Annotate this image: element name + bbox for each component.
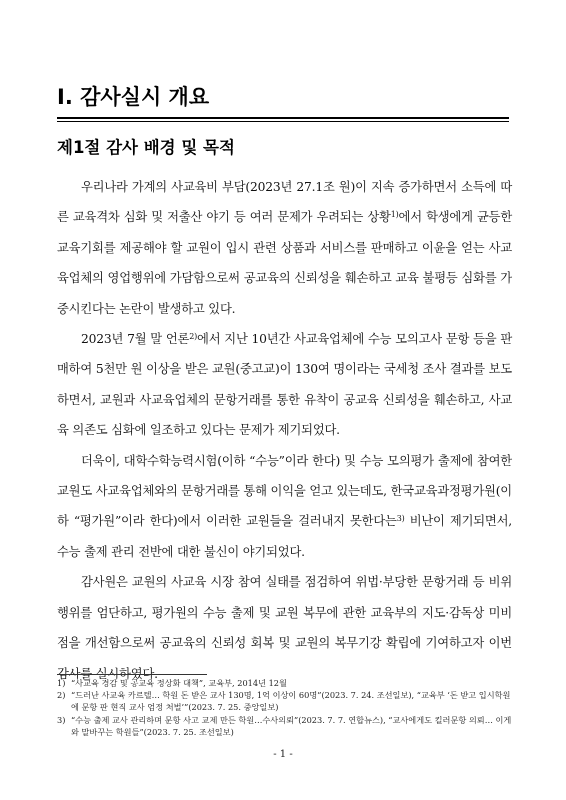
footnote-ref-1[interactable]: 1) <box>390 210 399 220</box>
paragraph-3 <box>57 446 512 568</box>
chapter-title: Ⅰ. 감사실시 개요 <box>57 85 210 109</box>
paragraph-text: 비난이 제기되면서, 수능 출제 관리 전반에 대한 불신이 야기되었다. <box>57 514 512 559</box>
footnote-ref-2[interactable]: 2) <box>189 332 198 342</box>
footnote-1 <box>57 677 512 689</box>
paragraph-1 <box>57 172 512 324</box>
chapter-divider <box>57 117 509 122</box>
paragraph-text: 더욱이, 대학수학능력시험(이하 “수능”이라 한다) 및 수능 모의평가 출제에 참여한 교원도 사교육업체와의 문항거래를 통해 이익을 얻고 있는데도, 한국교육과정평가원(이하 “평가원”이라 한다)에서 이러한 교원들을 걸러내지 못한다는 <box>57 453 512 529</box>
paragraph-2 <box>57 324 512 446</box>
footnote-text: “드러난 사교육 카르텔… 학원 돈 받은 교사 130명, 1억 이상이 60명”(2023. 7. 24. 조선일보), “교육부 ‘돈 받고 입시학원에 문항 판 현직 교사 엄정 처벌’”(2023. 7. 25. 중앙일보) <box>71 690 511 713</box>
paragraph-text: 감사원은 교원의 사교육 시장 참여 실태를 점검하여 위법·부당한 문항거래 등 비위행위를 엄단하고, 평가원의 수능 출제 및 교원 복무에 관한 교육부의 지도·감독상 미비점을 개선함으로써 공교육의 신뢰성 회복 및 교원의 복무기강 확립에 기여하고자 이번 감사를 실시하였다. <box>57 575 512 681</box>
page-number: - 1 - <box>273 749 293 760</box>
paragraph-text: 에서 지난 10년간 사교육업체에 수능 모의고사 문항 등을 판매하여 5천만 원 이상을 받은 교원(중고교)이 130여 명이라는 국세청 조사 결과를 보도하면서, 교원과 사교육업체의 문항거래를 통한 유착이 공교육 신뢰성을 훼손하고, 사교육 의존도 심화에 일조하고 있다는 문제가 제기되었다. <box>57 332 513 438</box>
footnote-text: “사교육 경감 및 공교육 정상화 대책”, 교육부, 2014년 12월 <box>71 678 287 688</box>
section-title: 제1절 감사 배경 및 목적 <box>57 138 235 157</box>
footnotes <box>57 677 512 738</box>
body-text <box>57 172 512 689</box>
paragraph-4 <box>57 567 512 689</box>
footnote-divider <box>57 674 207 675</box>
footnote-ref-3[interactable]: 3) <box>396 514 405 524</box>
paragraph-text: 2023년 7월 말 언론 <box>81 332 190 347</box>
paragraph-text: 우리나라 가계의 사교육비 부담(2023년 27.1조 원)이 지속 증가하면서 소득에 따른 교육격차 심화 및 저출산 야기 등 여러 문제가 우려되는 상황 <box>57 180 512 225</box>
footnote-2 <box>57 689 512 713</box>
footnote-number: 1) <box>57 678 66 688</box>
footnote-number: 2) <box>57 690 66 701</box>
footnote-number: 3) <box>57 714 66 725</box>
footnote-text: “수능 출제 교사 관리하며 문항 사고 교제 만든 학원…수사의뢰”(2023. 7. 7. 연합뉴스), “교사에게도 킬러문항 의뢰… 이게 와 말바꾸는 학원들”(2023. 7. 25. 조선일보) <box>71 714 512 737</box>
paragraph-text: 에서 학생에게 균등한 교육기회를 제공해야 할 교원이 입시 관련 상품과 서비스를 판매하고 이윤을 얻는 사교육업체의 영업행위에 가담함으로써 공교육의 신뢰성을 훼손하고 교육 불평등 심화를 가중시킨다는 논란이 발생하고 있다. <box>57 210 513 316</box>
footnote-3 <box>57 714 512 738</box>
